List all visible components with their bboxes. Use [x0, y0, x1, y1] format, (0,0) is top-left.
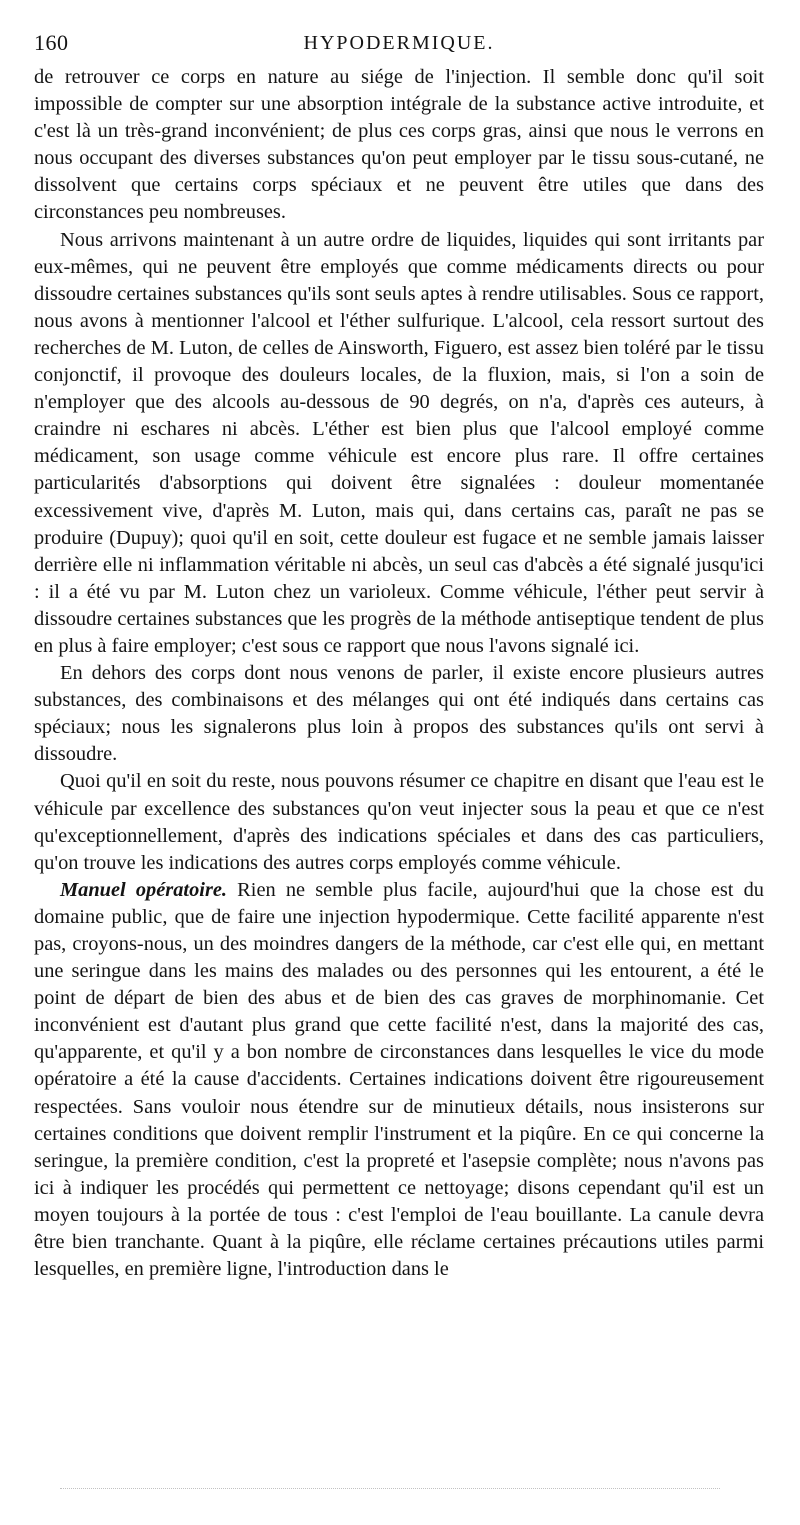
- paragraph-2: [34, 227, 764, 661]
- paragraph-3: [34, 660, 764, 768]
- paragraph-1: [34, 64, 764, 227]
- body-text: [34, 64, 764, 1283]
- running-head: HYPODERMIQUE.: [303, 32, 495, 54]
- bleed-through-rule: [60, 1488, 720, 1489]
- paragraph-2-text: Nous arrivons maintenant à un autre ordre de liquides, liquides qui sont irritants par eux-mêmes, qui ne peuvent être employés que comme médicaments directs ou pour dissoudre certaines substances qu'ils sont seuls aptes à rendre utilisables. Sous ce rapport, nous avons à mentionner l'alcool et l'éther sulfurique. L'alcool, cela ressort surtout des recherches de M. Luton, de celles de Ainsworth, Figuero, est assez bien toléré par le tissu conjonctif, il provoque des douleurs locales, de la fluxion, mais, si l'on a soin de n'employer que des alcools au-dessous de 90 degrés, on n'a, d'après ces auteurs, à craindre ni eschares ni abcès. L'éther est bien plus que l'alcool employé comme médicament, son usage comme véhicule est encore plus rare. Il offre certaines particularités d'absorptions qui doivent être signalées : douleur momentanée excessivement vive, d'après M. Luton, mais qui, dans certains cas, paraît ne pas se produire (Dupuy); quoi qu'il en soit, cette douleur est fugace et ne semble jamais laisser derrière elle ni inflammation véritable ni abcès, un seul cas d'abcès a été signalé jusqu'ici : il a été vu par M. Luton chez un varioleux. Comme véhicule, l'éther peut servir à dissoudre certaines substances que les progrès de la méthode antiseptique tendent de plus en plus à faire employer; c'est sous ce rapport que nous l'avons signalé ici.: [34, 228, 764, 657]
- paragraph-4: [34, 768, 764, 876]
- page-number: 160: [34, 30, 69, 55]
- paragraph-4-text: Quoi qu'il en soit du reste, nous pouvons résumer ce chapitre en disant que l'eau est le véhicule par excellence des substances qu'on veut injecter sous la peau et que ce n'est qu'exceptionnellement, d'après des indications spéciales et dans des cas particuliers, qu'on trouve les indications des autres corps employés comme véhicule.: [34, 770, 764, 874]
- paragraph-5-text: Rien ne semble plus facile, aujourd'hui que la chose est du domaine public, que de faire une injection hypodermique. Cette facilité apparente n'est pas, croyons-nous, un des moindres dangers de la méthode, car c'est elle qui, en mettant une seringue dans les mains des malades ou des personnes qui les entourent, a été le point de départ de bien des abus et de bien des cas graves de morphinomanie. Cet inconvénient est d'autant plus grand que cette facilité n'est, dans la majorité des cas, qu'apparente, et qu'il y a bon nombre de circonstances dans lesquelles le vice du mode opératoire a été la cause d'accidents. Certaines indications doivent être rigoureusement respectées. Sans vouloir nous étendre sur de minutieux détails, nous insisterons sur certaines conditions que doivent remplir l'instrument et la piqûre. En ce qui concerne la seringue, la première condition, c'est la propreté et l'asepsie complète; nous n'avons pas ici à indiquer les procédés qui permettent ce nettoyage; disons cependant qu'il est un moyen toujours à la portée de tous : c'est l'emploi de l'eau bouillante. La canule devra être bien tranchante. Quant à la piqûre, elle réclame certaines précautions utiles parmi lesquelles, en première ligne, l'introduction dans le: [34, 878, 764, 1281]
- paragraph-3-text: En dehors des corps dont nous venons de parler, il existe encore plusieurs autres substances, des combinaisons et des mélanges qui ont été indiqués dans certains cas spéciaux; nous les signalerons plus loin à propos des substances qu'ils ont servi à dissoudre.: [34, 662, 764, 766]
- section-lead-in: Manuel opératoire.: [60, 878, 228, 901]
- paragraph-1-text: de retrouver ce corps en nature au siége de l'injection. Il semble donc qu'il soit impossible de compter sur une absorption intégrale de la substance active introduite, et c'est là un très-grand inconvénient; de plus ces corps gras, ainsi que nous le verrons en nous occupant des diverses substances qu'on peut employer par le tissu sous-cutané, ne dissolvent que certains corps spéciaux et ne peuvent être utiles que dans des circonstances peu nombreuses.: [34, 66, 764, 224]
- paragraph-5: [34, 877, 764, 1283]
- page-header: [34, 28, 764, 58]
